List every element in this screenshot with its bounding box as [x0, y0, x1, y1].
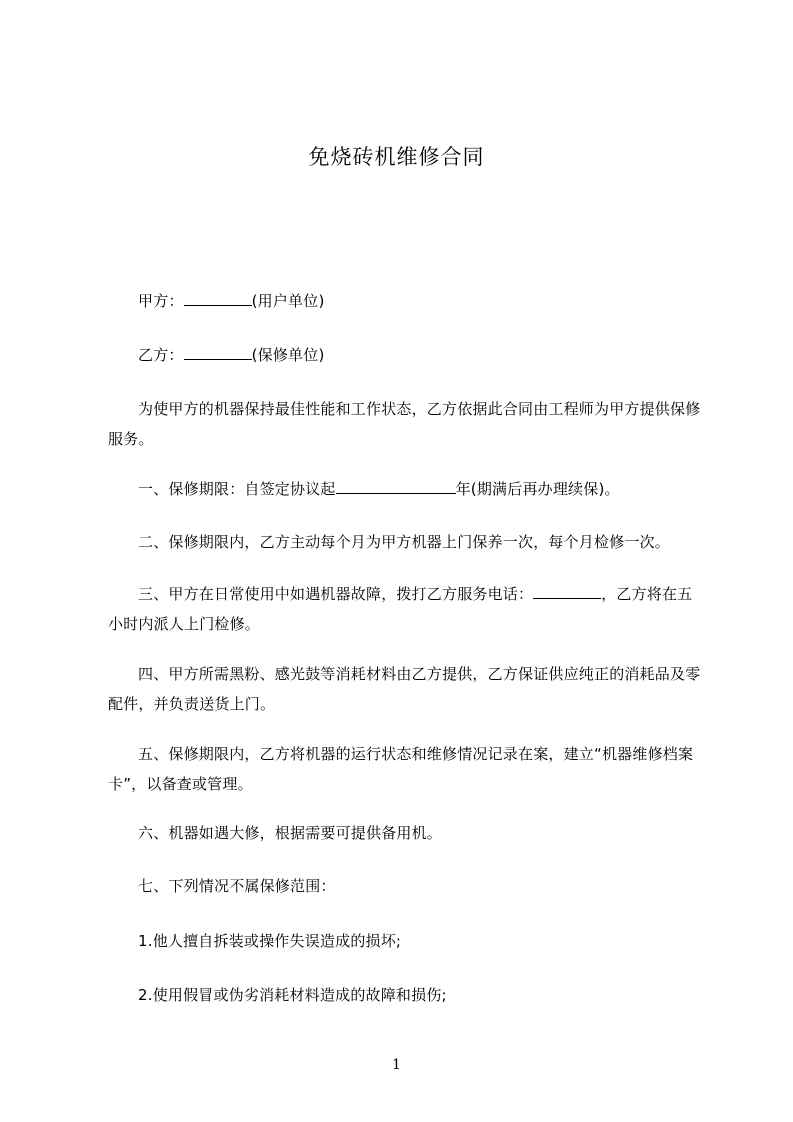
clause-1-text: 一、保修期限：自签定协议起 — [138, 480, 336, 498]
party-b-note: (保修单位) — [251, 346, 325, 364]
party-a-label: 甲方： — [138, 292, 184, 310]
clause-3-blank — [533, 584, 601, 599]
intro-paragraph: 为使甲方的机器保持最佳性能和工作状态，乙方依据此合同由工程师为甲方提供保修服务。 — [108, 400, 701, 448]
clause-2: 二、保修期限内，乙方主动每个月为甲方机器上门保养一次，每个月检修一次。 — [138, 533, 671, 551]
party-b-label: 乙方： — [138, 346, 184, 364]
clause-3 — [108, 579, 703, 639]
party-b-blank — [184, 345, 252, 360]
party-a-line — [108, 286, 703, 316]
exclusion-item-1: 1.他人擅自拆装或操作失误造成的损坏; — [138, 932, 402, 950]
clause-1 — [108, 474, 703, 504]
clause-6: 六、机器如遇大修，根据需要可提供备用机。 — [138, 824, 443, 842]
party-b-line — [108, 340, 703, 370]
exclusion-item-2: 2.使用假冒或伪劣消耗材料造成的故障和损伤; — [138, 986, 447, 1004]
page-number: 1 — [392, 1057, 401, 1073]
clause-3-text: 三、甲方在日常使用中如遇机器故障，拨打乙方服务电话： — [138, 585, 534, 603]
clause-3-text-end: ，乙方将在五小时内派人上门检修。 — [108, 585, 693, 633]
clause-1-text-end: 年(期满后再办理续保)。 — [455, 480, 620, 498]
document-title: 免烧砖机维修合同 — [308, 145, 485, 169]
clause-7: 七、下列情况不属保修范围： — [138, 877, 336, 895]
clause-5: 五、保修期限内，乙方将机器的运行状态和维修情况记录在案，建立“机器维修档案卡”，以备查或管理。 — [108, 745, 694, 793]
clause-1-blank — [336, 479, 456, 494]
clause-4: 四、甲方所需黑粉、感光鼓等消耗材料由乙方提供，乙方保证供应纯正的消耗品及零配件，并负责送货上门。 — [108, 665, 701, 713]
party-a-blank — [184, 291, 252, 306]
party-a-note: (用户单位) — [251, 292, 325, 310]
